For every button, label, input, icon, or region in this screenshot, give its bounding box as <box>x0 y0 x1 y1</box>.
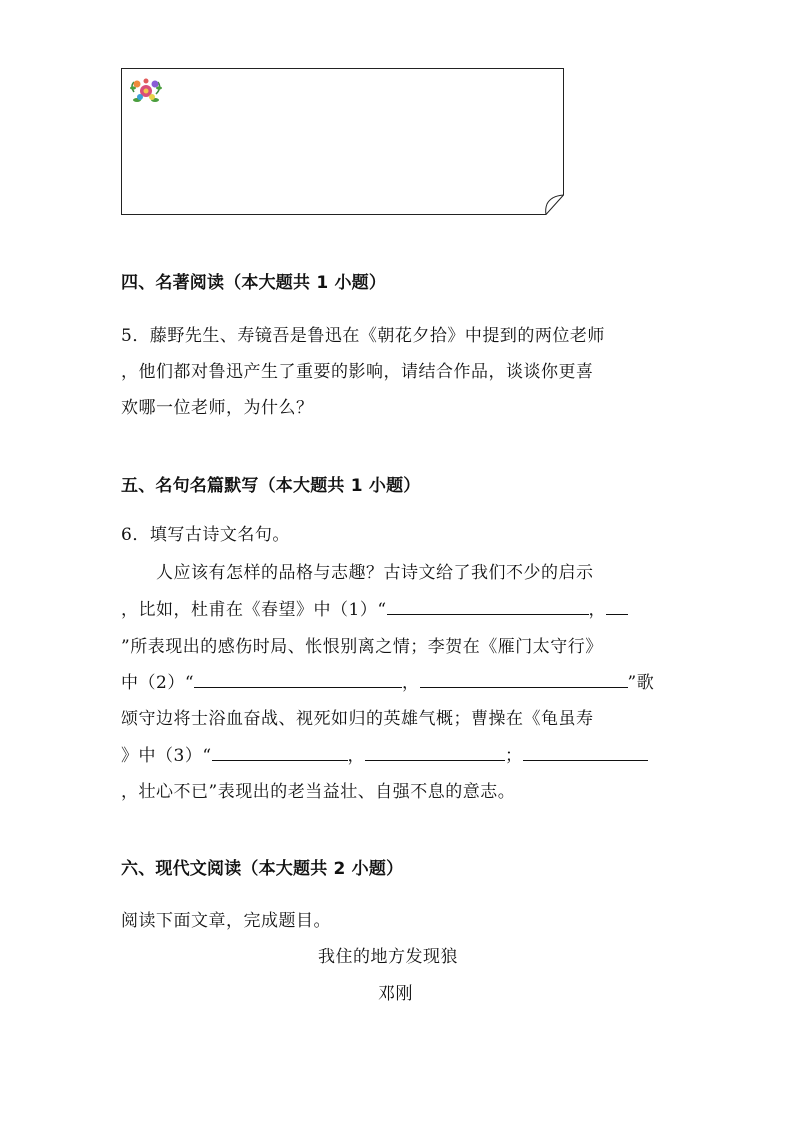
semicolon: ； <box>505 746 523 766</box>
question-6-title: 6．填写古诗文名句。 <box>121 525 290 545</box>
question-6-line-5: 颂守边将士浴血奋战、视死如归的英雄气概；曹操在《龟虽寿 <box>121 709 594 729</box>
question-6-line-6-text: 》中（3）“ <box>121 746 212 766</box>
question-6-line-2-text: ，比如，杜甫在《春望》中（1）“ <box>121 600 387 620</box>
question-6-line-6 <box>121 741 648 766</box>
blank-2a[interactable] <box>194 673 402 688</box>
blank-3a[interactable] <box>212 746 348 761</box>
comma: ， <box>588 600 607 620</box>
flower-decoration-icon <box>128 76 164 106</box>
article-author: 邓刚 <box>378 984 413 1004</box>
question-6-line-3: ”所表现出的感伤时局、怅恨别离之情；李贺在《雁门太守行》 <box>121 637 603 657</box>
comma: ， <box>347 746 366 766</box>
article-title: 我住的地方发现狼 <box>318 947 458 967</box>
blank-3b[interactable] <box>365 746 505 761</box>
blank-2b[interactable] <box>420 673 628 688</box>
reading-instruction: 阅读下面文章，完成题目。 <box>121 911 331 931</box>
question-6-line-4 <box>121 668 654 693</box>
section-heading-classics: 四、名著阅读（本大题共 1 小题） <box>121 273 387 293</box>
comma: ， <box>402 673 420 693</box>
blank-1b[interactable] <box>606 600 628 615</box>
question-6-line-1: 人应该有怎样的品格与志趣？古诗文给了我们不少的启示 <box>156 563 594 583</box>
section-heading-dictation: 五、名句名篇默写（本大题共 1 小题） <box>121 476 421 496</box>
blank-1a[interactable] <box>387 600 589 615</box>
question-5-line-2: ，他们都对鲁迅产生了重要的影响，请结合作品，谈谈你更喜 <box>121 362 594 382</box>
question-6-line-4-text: 中（2）“ <box>121 673 195 693</box>
answer-note-box <box>121 68 564 215</box>
question-5-line-1: 5．藤野先生、寿镜吾是鲁迅在《朝花夕拾》中提到的两位老师 <box>121 326 605 346</box>
question-5-line-3: 欢哪一位老师，为什么？ <box>121 398 314 418</box>
question-6-line-2 <box>121 595 628 620</box>
section-heading-modern-reading: 六、现代文阅读（本大题共 2 小题） <box>121 859 404 879</box>
question-6-line-7: ，壮心不已”表现出的老当益壮、自强不息的意志。 <box>121 782 516 802</box>
blank-3c[interactable] <box>523 746 648 761</box>
question-6-line-4-tail: ”歌 <box>627 673 655 693</box>
